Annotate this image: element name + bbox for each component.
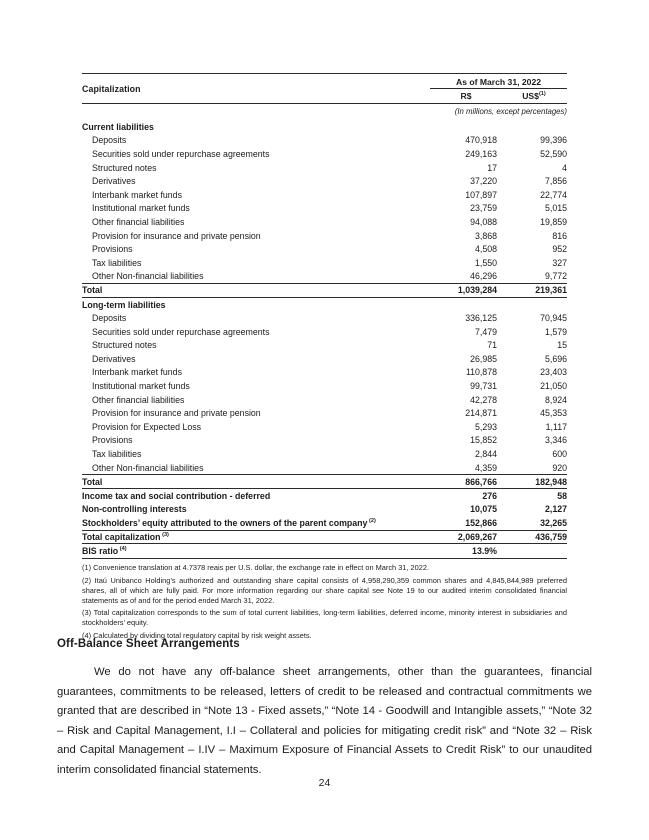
value-rs: 5,293 <box>474 421 497 432</box>
value-rs: 336,125 <box>465 313 497 324</box>
value-rs: 23,759 <box>470 203 497 214</box>
value-rs: 71 <box>487 340 497 351</box>
value-rs: 15,852 <box>470 435 497 446</box>
table-row <box>82 202 567 216</box>
value-usd: 21,050 <box>540 381 567 392</box>
value-usd: 600 <box>552 449 567 460</box>
table-row <box>82 366 567 380</box>
footnote-ref: (3) <box>160 532 169 539</box>
table-row <box>82 474 567 489</box>
table-row <box>82 406 567 420</box>
row-label: Provisions <box>92 435 133 446</box>
value-rs: 2,069,267 <box>457 532 497 543</box>
value-rs: 4,359 <box>474 462 497 473</box>
row-label: Institutional market funds <box>92 203 190 214</box>
row-label: Provisions <box>92 244 133 255</box>
row-label: Deposits <box>92 313 127 324</box>
row-label: Provision for Expected Loss <box>92 421 202 432</box>
value-usd: 32,265 <box>540 518 567 529</box>
value-usd: 19,859 <box>540 216 567 227</box>
column-header-usd-label: US$ <box>522 91 539 101</box>
row-label: Total <box>82 476 103 487</box>
value-rs: 276 <box>482 490 497 501</box>
value-usd: 4 <box>562 162 567 173</box>
table-row <box>82 188 567 202</box>
column-header-usd-footnote-ref: (1) <box>538 91 546 98</box>
row-label: Institutional market funds <box>92 381 190 392</box>
value-usd: 3,346 <box>544 435 567 446</box>
row-label: Non-controlling interests <box>82 504 187 515</box>
footnote: (4) Calculated by dividing total regulatory capital by risk weight assets. <box>82 630 312 640</box>
table-row <box>82 420 567 434</box>
table-row <box>82 270 567 284</box>
table-row <box>82 544 567 559</box>
value-usd: 5,015 <box>544 203 567 214</box>
row-label: Tax liabilities <box>92 449 142 460</box>
footnote: (1) Convenience translation at 4.7378 reais per U.S. dollar, the exchange rate in effect on March 31, 2022. <box>82 563 430 572</box>
value-usd: 15 <box>557 340 567 351</box>
row-label: Structured notes <box>92 340 157 351</box>
row-label: Interbank market funds <box>92 189 182 200</box>
value-usd: 219,361 <box>535 285 567 296</box>
row-label: Interbank market funds <box>92 367 182 378</box>
value-usd: 9,772 <box>544 271 567 282</box>
date-column-header: As of March 31, 2022 <box>430 74 567 89</box>
value-rs: 249,163 <box>465 148 497 159</box>
value-rs: 214,871 <box>465 408 497 419</box>
value-usd: 7,856 <box>544 176 567 187</box>
table-header <box>82 73 567 104</box>
table-row <box>82 256 567 270</box>
row-label: Other financial liabilities <box>92 394 185 405</box>
page-number: 24 <box>318 777 331 789</box>
row-label: Total <box>82 285 103 296</box>
value-usd: 182,948 <box>535 476 567 487</box>
value-rs: 26,985 <box>470 353 497 364</box>
column-header-rs: R$ <box>460 91 472 101</box>
row-label: Stockholders’ equity attributed to the owners of the parent company $^{(2)}$ <box>82 518 376 529</box>
row-label: Other Non-financial liabilities <box>92 462 204 473</box>
table-row <box>82 298 567 312</box>
value-usd: 99,396 <box>540 135 567 146</box>
footnote-ref: (4) <box>118 546 127 553</box>
value-rs: 42,278 <box>470 394 497 405</box>
column-header-usd <box>501 91 567 101</box>
value-usd: 8,924 <box>544 394 567 405</box>
table-row <box>82 242 567 256</box>
value-rs: 46,296 <box>470 271 497 282</box>
table-row <box>82 325 567 339</box>
value-usd: 58 <box>557 490 567 501</box>
table-header-right <box>430 74 567 103</box>
table-row <box>82 147 567 161</box>
footnotes <box>82 563 567 641</box>
value-rs: 94,088 <box>470 216 497 227</box>
value-rs: 99,731 <box>470 381 497 392</box>
table-row <box>82 530 567 545</box>
value-rs: 13.9% <box>472 546 497 557</box>
footnote: (3) Total capitalization corresponds to the sum of total current liabilities, long-term liabilities, deferred income, minority interest in subsidiaries and stockholders’ equity. <box>82 608 567 627</box>
value-usd: 23,403 <box>540 367 567 378</box>
capitalization-table <box>82 73 567 643</box>
value-rs: 3,868 <box>474 230 497 241</box>
table-row <box>82 161 567 175</box>
table-row <box>82 283 567 298</box>
table-row <box>82 215 567 229</box>
value-usd: 920 <box>552 462 567 473</box>
value-usd: 816 <box>552 230 567 241</box>
row-label: Income tax and social contribution - deferred <box>82 490 271 501</box>
table-row <box>82 229 567 243</box>
value-rs: 10,075 <box>470 504 497 515</box>
table-body <box>82 120 567 559</box>
table-row <box>82 174 567 188</box>
value-rs: 4,508 <box>474 244 497 255</box>
table-row <box>82 134 567 148</box>
off-balance-section <box>57 638 592 780</box>
table-row <box>82 339 567 353</box>
value-rs: 7,479 <box>474 326 497 337</box>
row-label: BIS ratio $^{(4)}$ <box>82 546 127 557</box>
row-label: Other financial liabilities <box>92 216 185 227</box>
value-usd: 52,590 <box>540 148 567 159</box>
row-label: Structured notes <box>92 162 157 173</box>
currency-column-headers <box>430 89 567 103</box>
value-usd: 70,945 <box>540 313 567 324</box>
row-label: Provision for insurance and private pension <box>92 408 261 419</box>
value-rs: 152,866 <box>465 518 497 529</box>
value-rs: 17 <box>487 162 497 173</box>
value-rs: 110,878 <box>465 367 497 378</box>
table-row <box>82 311 567 325</box>
value-usd: 22,774 <box>540 189 567 200</box>
row-label: Deposits <box>92 135 127 146</box>
section-paragraph: We do not have any off-balance sheet arrangements, other than the guarantees, financial guarantees, commitments to be released, letters of credit to be released and contractual commitments we granted that are described in “Note 13 - Fixed assets,” “Note 14 - Goodwill and Intangible assets,” “Note 32 – Risk and Capital Management, I.I – Collateral and policies for mitigating credit risk” and “Note 32 – Risk and Capital Management – I.IV – Maximum Exposure of Financial Assets to Credit Risk” to our unaudited interim consolidated financial statements. <box>57 666 592 776</box>
value-rs: 2,844 <box>474 449 497 460</box>
table-row <box>82 461 567 475</box>
row-label: Securities sold under repurchase agreements <box>92 148 270 159</box>
value-usd: 1,117 <box>545 421 567 432</box>
table-title: Capitalization <box>82 83 141 94</box>
table-row <box>82 379 567 393</box>
value-rs: 866,766 <box>465 476 497 487</box>
value-usd: 2,127 <box>544 504 567 515</box>
value-rs: 470,918 <box>465 135 497 146</box>
row-label: Provision for insurance and private pension <box>92 230 261 241</box>
table-row <box>82 503 567 517</box>
value-usd: 327 <box>552 257 567 268</box>
table-row <box>82 516 567 530</box>
row-label: Other Non-financial liabilities <box>92 271 204 282</box>
section-heading: Off-Balance Sheet Arrangements <box>57 638 240 650</box>
row-label: Securities sold under repurchase agreements <box>92 326 270 337</box>
footnote: (2) Itaú Unibanco Holding’s authorized and outstanding share capital consists of 4,958,290,359 common shares and 4,845,844,989 preferred shares, all of which are fully paid. For more information regarding our share capital see Note 19 to our audited interim consolidated financial statements as of and for the period ended March 31, 2022. <box>82 575 567 605</box>
table-row <box>82 120 567 134</box>
row-label: Current liabilities <box>82 121 154 132</box>
value-rs: 37,220 <box>470 176 497 187</box>
value-rs: 1,039,284 <box>457 285 497 296</box>
row-label: Tax liabilities <box>92 257 142 268</box>
value-usd: 1,579 <box>544 326 567 337</box>
value-usd: 45,353 <box>540 408 567 419</box>
row-label: Total capitalization $^{(3)}$ <box>82 532 169 543</box>
row-label: Derivatives <box>92 176 136 187</box>
value-usd: 436,759 <box>535 532 567 543</box>
table-row <box>82 489 567 503</box>
table-row <box>82 447 567 461</box>
footnote-ref: (2) <box>367 518 376 525</box>
value-rs: 1,550 <box>474 257 497 268</box>
value-rs: 107,897 <box>465 189 497 200</box>
value-usd: 5,696 <box>544 353 567 364</box>
row-label: Derivatives <box>92 353 136 364</box>
value-usd: 952 <box>552 244 567 255</box>
row-label: Long-term liabilities <box>82 299 166 310</box>
table-row <box>82 393 567 407</box>
unit-note: (In millions, except percentages) <box>454 107 567 116</box>
table-row <box>82 352 567 366</box>
table-row <box>82 434 567 448</box>
